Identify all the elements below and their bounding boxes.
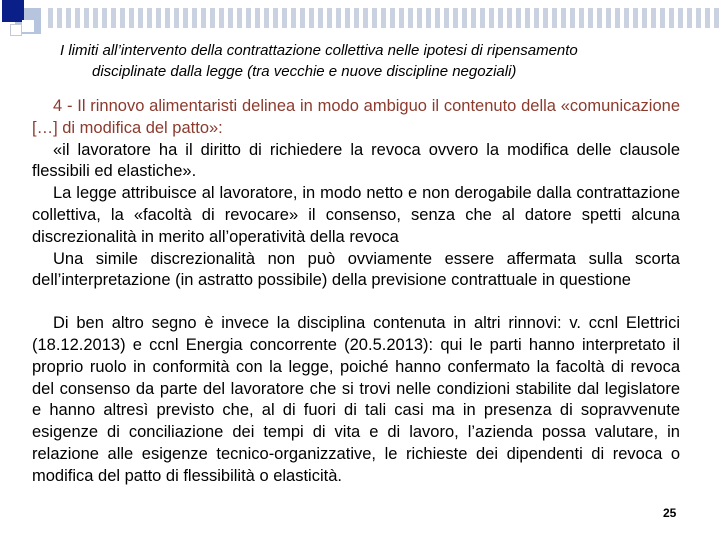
decor-top-bar [44,8,720,28]
slide-title [60,40,700,82]
slide-body [32,96,680,488]
decor-square-white [22,20,34,32]
decor-square-dark [2,0,24,22]
decor-square-outline [10,24,22,36]
paragraph-legge: La legge attribuisce al lavoratore, in modo netto e non derogabile dalla contrattazione collettiva, la «facoltà di revocare» il consenso, senza che al datore spetti alcuna discrezionalità in merito all’operatività della revoca [32,184,680,246]
slide-title-line2: disciplinate dalla legge (tra vecchie e nuove discipline negoziali) [92,63,517,80]
paragraph-rinnovo: 4 - Il rinnovo alimentaristi delinea in modo ambiguo il contenuto della «comunicazione […] di modifica del patto»: [32,97,680,137]
paragraph-quote: «il lavoratore ha il diritto di richiedere la revoca ovvero la modifica delle clausole flessibili ed elastiche». [32,140,680,181]
paragraph-discrezionalita: Una simile discrezionalità non può ovviamente essere affermata sulla scorta dell’interpretazione (in astratto possibile) della previsione contrattuale in questione [32,249,680,290]
slide-title-line1: I limiti all’intervento della contrattazione collettiva nelle ipotesi di ripensamento [60,42,578,59]
page-number: 25 [663,506,677,520]
paragraph-altri-rinnovi: Di ben altro segno è invece la disciplina contenuta in altri rinnovi: v. ccnl Elettrici (18.12.2013) e ccnl Energia concorrente (20.5.2013): qui le parti hanno interpretato il proprio ruolo in conformità con la legge, poiché hanno confermato la facoltà di revoca del consenso da parte del lavoratore che si trovi nelle condizioni stabilite dal legislatore e hanno altresì previsto che, al di fuori di tali casi ma in presenza di sopravvenute esigenze di conciliazione dei tempi di vita e di lavoro, l’azienda possa valutare, in relazione alle esigenze tecnico-organizzative, le richieste dei dipendenti di revoca o modifica del patto di flessibilità o elasticità. [32,314,680,485]
